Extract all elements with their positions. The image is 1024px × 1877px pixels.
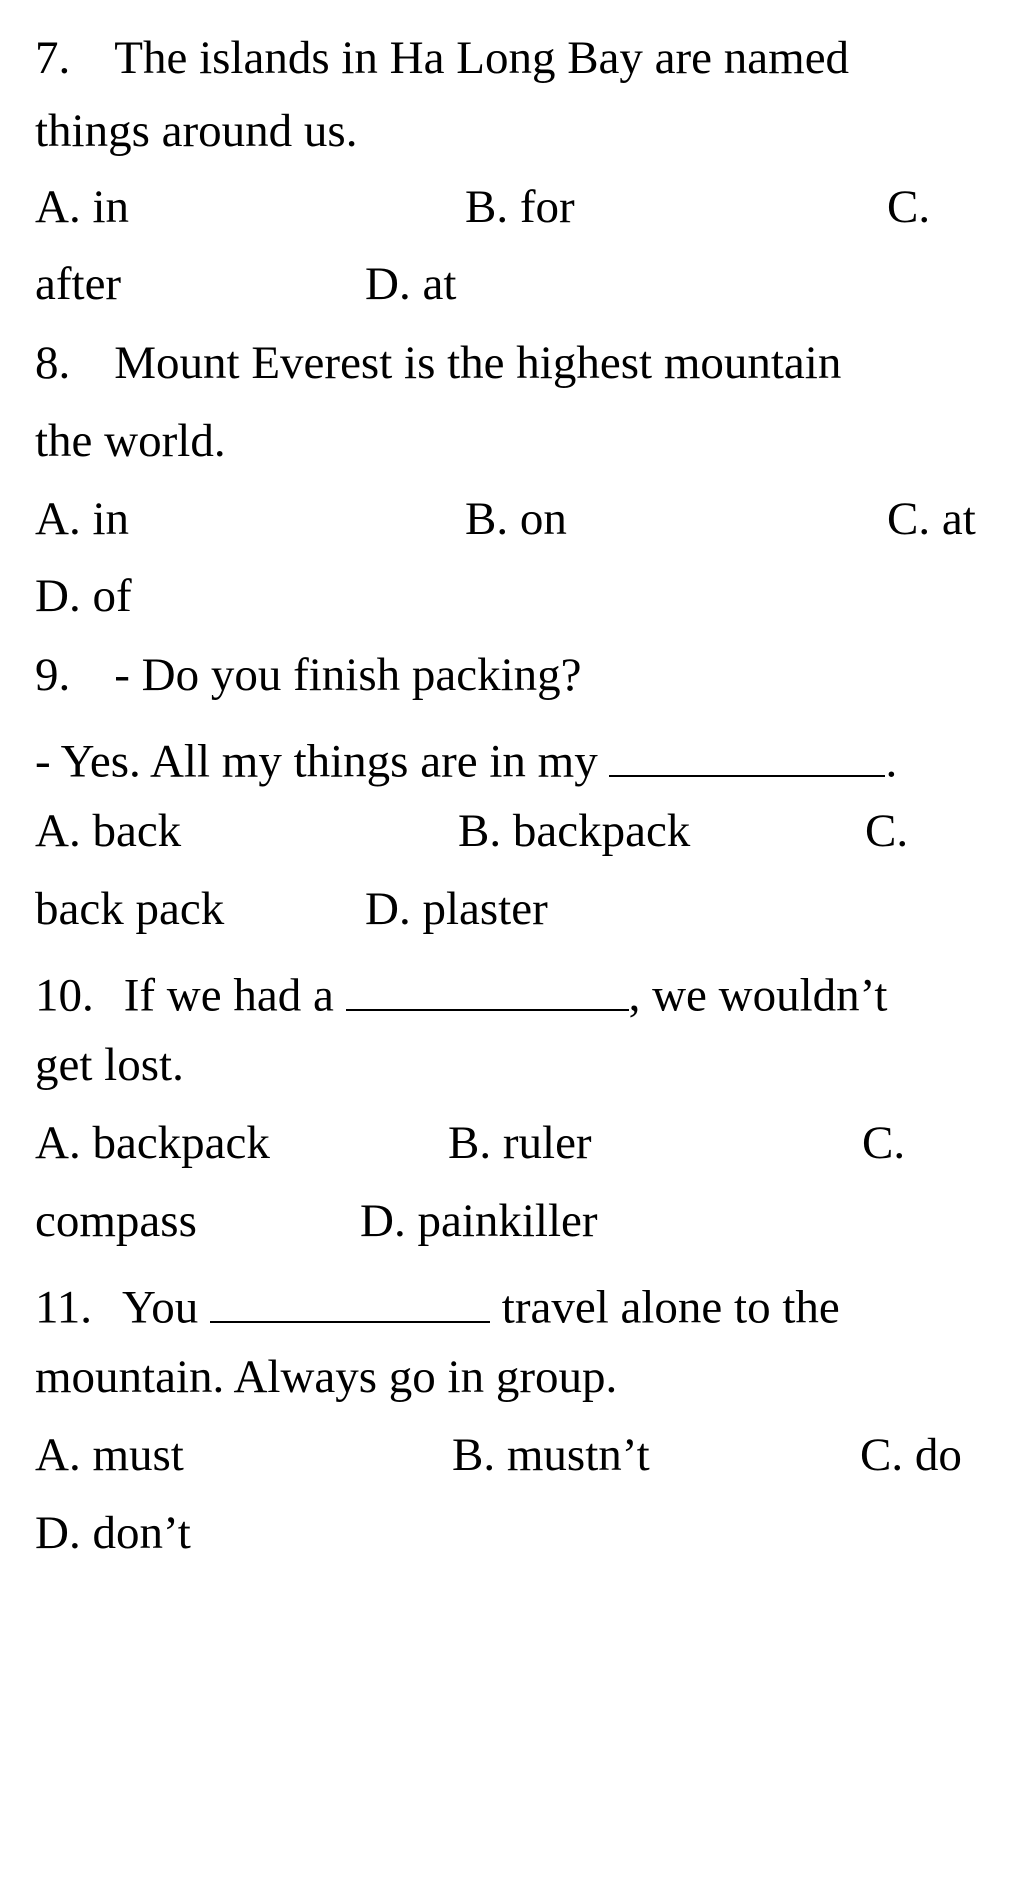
question-8-option-d — [35, 570, 132, 622]
question-10-option-b — [448, 1117, 592, 1169]
question-8-stem-line-1 — [35, 337, 842, 389]
question-10-stem-after-blank: , we wouldn’t — [628, 969, 888, 1022]
answer-blank — [346, 964, 629, 1011]
option-letter: C. — [860, 1429, 904, 1481]
question-10-stem-before-blank: If we had a — [123, 969, 334, 1022]
question-9-option-b — [458, 805, 691, 857]
question-11-stem-line-1 — [35, 1276, 840, 1332]
question-7-option-d — [365, 258, 457, 310]
question-7-option-c-letter: C. — [887, 181, 931, 233]
question-9-option-c-text: back pack — [35, 883, 225, 935]
question-11-stem-after-blank: travel alone to the — [501, 1281, 840, 1334]
option-text: of — [92, 570, 132, 622]
question-7-stem-line-2: things around us. — [35, 105, 358, 157]
option-letter: B. — [465, 181, 509, 233]
question-8-option-a — [35, 493, 130, 545]
option-text: for — [519, 181, 575, 233]
option-letter: A. — [35, 1429, 81, 1481]
question-8-stem-text: Mount Everest is the highest mountain — [114, 337, 842, 389]
option-text: do — [914, 1429, 962, 1481]
option-text: backpack — [512, 805, 691, 857]
question-10-option-a — [35, 1117, 270, 1169]
option-letter: D. — [360, 1195, 406, 1247]
option-text: mustn’t — [506, 1429, 650, 1481]
question-10-stem-line-2: get lost. — [35, 1039, 184, 1091]
question-8-option-b — [465, 493, 567, 545]
option-letter: A. — [35, 1117, 81, 1169]
question-7-option-c-text: after — [35, 258, 122, 310]
option-text: don’t — [92, 1507, 191, 1559]
option-letter: D. — [35, 570, 81, 622]
option-text: in — [92, 181, 130, 233]
option-letter: B. — [448, 1117, 492, 1169]
question-7-stem-line-1 — [35, 32, 850, 84]
option-letter: D. — [35, 1507, 81, 1559]
question-9-stem-line-1 — [35, 649, 582, 701]
option-text: must — [92, 1429, 184, 1481]
question-8-stem-line-2: the world. — [35, 415, 226, 467]
question-10-option-c-text: compass — [35, 1195, 197, 1247]
question-9-option-a — [35, 805, 182, 857]
option-text: at — [422, 258, 457, 310]
question-10-number: 10. — [35, 969, 94, 1022]
option-letter: B. — [452, 1429, 496, 1481]
option-text: plaster — [422, 883, 548, 935]
option-text: backpack — [92, 1117, 270, 1169]
question-9-option-d — [365, 883, 548, 935]
option-letter: B. — [458, 805, 502, 857]
question-11-option-b — [452, 1429, 650, 1481]
answer-blank — [609, 730, 885, 777]
option-letter: B. — [465, 493, 509, 545]
question-10-option-c-letter: C. — [862, 1117, 906, 1169]
question-11-option-a — [35, 1429, 184, 1481]
answer-blank — [210, 1276, 490, 1323]
option-text: back — [92, 805, 182, 857]
question-7-option-a — [35, 181, 130, 233]
question-11-stem-line-2: mountain. Always go in group. — [35, 1351, 618, 1403]
option-text: at — [941, 493, 976, 545]
question-9-stem-after-blank: . — [885, 735, 898, 788]
option-letter: A. — [35, 805, 81, 857]
option-text: on — [519, 493, 567, 545]
question-10-option-d — [360, 1195, 598, 1247]
question-11-option-d — [35, 1507, 191, 1559]
option-letter: A. — [35, 181, 81, 233]
question-11-stem-before-blank: You — [122, 1281, 199, 1334]
question-8-number: 8. — [35, 337, 71, 389]
option-letter: C. — [887, 493, 931, 545]
question-7-stem-text: The islands in Ha Long Bay are named — [114, 32, 850, 84]
option-letter: D. — [365, 258, 411, 310]
option-text: ruler — [502, 1117, 592, 1169]
option-text: in — [92, 493, 130, 545]
option-text: painkiller — [417, 1195, 598, 1247]
question-9-stem-before-blank: - Yes. All my things are in my — [35, 735, 598, 788]
question-9-option-c-letter: C. — [865, 805, 909, 857]
question-11-option-c — [860, 1429, 962, 1481]
option-letter: A. — [35, 493, 81, 545]
question-7-option-b — [465, 181, 575, 233]
question-8-option-c — [887, 493, 976, 545]
question-9-stem-line-2 — [35, 730, 897, 786]
question-11-number: 11. — [35, 1281, 93, 1334]
option-letter: D. — [365, 883, 411, 935]
question-9-number: 9. — [35, 649, 71, 701]
question-7-number: 7. — [35, 32, 71, 84]
question-10-stem-line-1 — [35, 964, 888, 1020]
question-9-stem-text: - Do you finish packing? — [114, 649, 582, 701]
